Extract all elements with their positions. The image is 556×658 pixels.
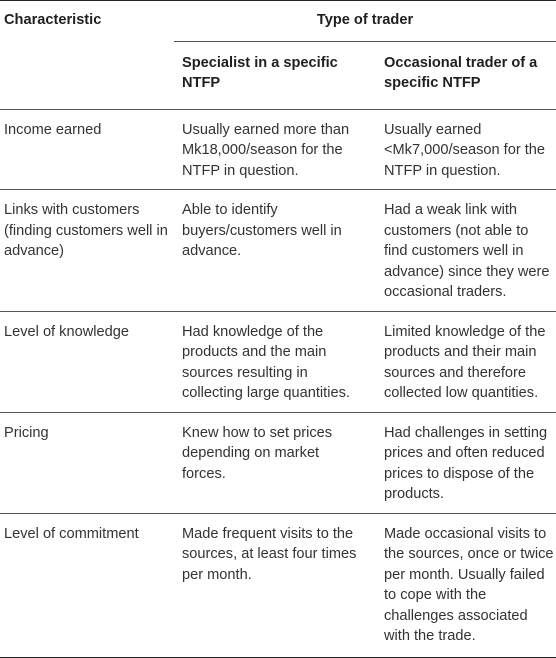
table-row [0, 513, 556, 657]
cell-characteristic: Level of commitment [0, 513, 174, 657]
header-specialist: Specialist in a specific NTFP [174, 41, 374, 109]
header-row-primary [0, 1, 556, 42]
header-characteristic: Characteristic [0, 1, 174, 42]
header-type-of-trader: Type of trader [174, 1, 556, 42]
table-row [0, 311, 556, 412]
cell-characteristic: Pricing [0, 412, 174, 513]
cell-characteristic: Links with customers (finding customers well in advance) [0, 190, 174, 312]
cell-specialist: Usually earned more than Mk18,000/season for the NTFP in question. [174, 109, 374, 190]
cell-specialist: Able to identify buyers/customers well in advance. [174, 190, 374, 312]
table-body [0, 109, 556, 657]
header-row-secondary [0, 41, 556, 109]
cell-occasional: Usually earned <Mk7,000/season for the NTFP in question. [374, 109, 556, 190]
cell-occasional: Had a weak link with customers (not able to find customers well in advance) since they were occasional traders. [374, 190, 556, 312]
table-row [0, 412, 556, 513]
header-occasional: Occasional trader of a specific NTFP [374, 41, 556, 109]
cell-occasional: Had challenges in setting prices and often reduced prices to dispose of the products. [374, 412, 556, 513]
cell-characteristic: Income earned [0, 109, 174, 190]
table-row [0, 190, 556, 312]
cell-occasional: Made occasional visits to the sources, once or twice per month. Usually failed to cope with the challenges associated with the trade. [374, 513, 556, 657]
header-spacer [0, 41, 174, 109]
cell-specialist: Had knowledge of the products and the main sources resulting in collecting large quantities. [174, 311, 374, 412]
cell-occasional: Limited knowledge of the products and their main sources and therefore collected low quantities. [374, 311, 556, 412]
cell-specialist: Knew how to set prices depending on market forces. [174, 412, 374, 513]
cell-characteristic: Level of knowledge [0, 311, 174, 412]
cell-specialist: Made frequent visits to the sources, at least four times per month. [174, 513, 374, 657]
table-header [0, 1, 556, 110]
table-row [0, 109, 556, 190]
